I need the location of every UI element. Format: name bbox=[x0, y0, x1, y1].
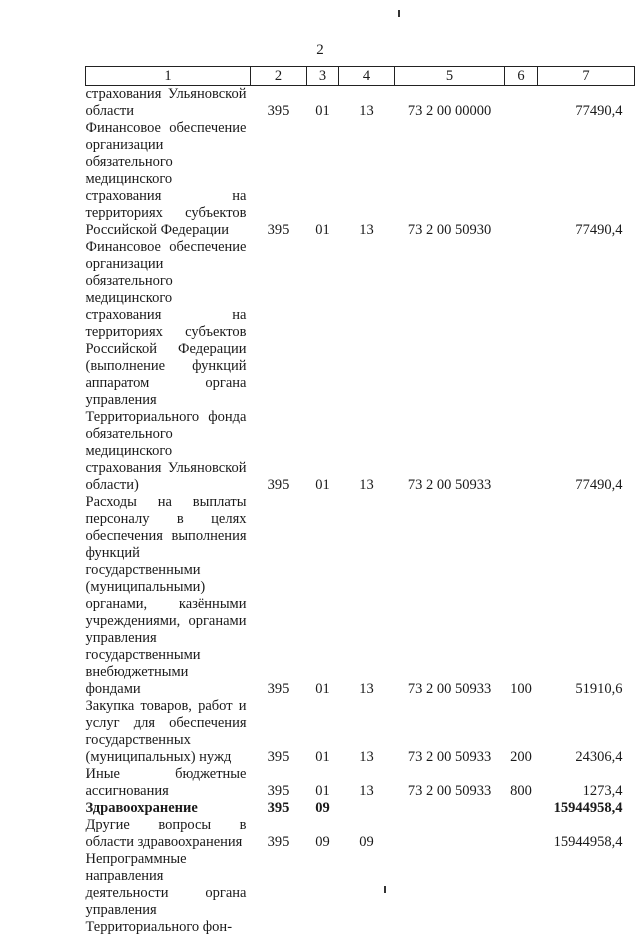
header-col-2: 2 bbox=[251, 67, 307, 86]
row-name: Закупка товаров, работ и услуг для обеспечения государственных (муниципальных) нужд bbox=[86, 698, 251, 766]
header-col-7: 7 bbox=[538, 67, 635, 86]
row-amount: 24306,4 bbox=[538, 698, 635, 766]
row-subsection-code: 13 bbox=[339, 698, 395, 766]
row-amount: 77490,4 bbox=[538, 120, 635, 239]
row-section-code: 01 bbox=[307, 86, 339, 121]
row-expense-type bbox=[505, 800, 538, 817]
row-admin-code: 395 bbox=[251, 86, 307, 121]
row-section-code: 01 bbox=[307, 698, 339, 766]
row-admin-code: 395 bbox=[251, 494, 307, 698]
row-name: Расходы на выплаты персоналу в целях обеспечения выполнения функций государственными (муниципальными) органами, казёнными учреждениями, органами управления государственными внебюджетными фондами bbox=[86, 494, 251, 698]
row-target-article bbox=[395, 800, 505, 817]
table-header-row bbox=[86, 67, 635, 86]
row-target-article bbox=[395, 851, 505, 936]
header-col-6: 6 bbox=[505, 67, 538, 86]
row-expense-type bbox=[505, 86, 538, 121]
row-name: Финансовое обеспечение организации обязательного медицинского страхования на территориях субъектов Российской Федерации bbox=[86, 120, 251, 239]
bottom-scan-mark bbox=[384, 886, 386, 893]
row-section-code: 09 bbox=[307, 800, 339, 817]
row-expense-type bbox=[505, 817, 538, 851]
header-col-3: 3 bbox=[307, 67, 339, 86]
table-row bbox=[86, 120, 635, 239]
row-admin-code: 395 bbox=[251, 766, 307, 800]
row-amount: 15944958,4 bbox=[538, 817, 635, 851]
row-amount: 77490,4 bbox=[538, 86, 635, 121]
row-expense-type bbox=[505, 239, 538, 494]
row-amount: 15944958,4 bbox=[538, 800, 635, 817]
header-col-1: 1 bbox=[86, 67, 251, 86]
row-name: Здравоохранение bbox=[86, 800, 251, 817]
row-subsection-code: 09 bbox=[339, 817, 395, 851]
row-name: Непрограммные направления деятельности органа управления Территориального фон- bbox=[86, 851, 251, 936]
row-target-article bbox=[395, 817, 505, 851]
row-target-article: 73 2 00 50933 bbox=[395, 494, 505, 698]
row-subsection-code bbox=[339, 851, 395, 936]
row-section-code: 01 bbox=[307, 239, 339, 494]
page-number: 2 bbox=[0, 42, 640, 59]
row-subsection-code: 13 bbox=[339, 239, 395, 494]
header-col-4: 4 bbox=[339, 67, 395, 86]
row-expense-type: 200 bbox=[505, 698, 538, 766]
row-section-code bbox=[307, 851, 339, 936]
table-row bbox=[86, 800, 635, 817]
row-name: Финансовое обеспечение организации обязательного медицинского страхования на территориях субъектов Российской Федерации (выполнение функций аппаратом органа управления Территориального фонда обязательного медицинского страхования Ульяновской области) bbox=[86, 239, 251, 494]
table-row bbox=[86, 698, 635, 766]
row-admin-code: 395 bbox=[251, 698, 307, 766]
row-subsection-code bbox=[339, 800, 395, 817]
row-amount: 51910,6 bbox=[538, 494, 635, 698]
row-admin-code bbox=[251, 851, 307, 936]
row-amount: 77490,4 bbox=[538, 239, 635, 494]
row-admin-code: 395 bbox=[251, 800, 307, 817]
row-amount bbox=[538, 851, 635, 936]
header-col-5: 5 bbox=[395, 67, 505, 86]
table-body bbox=[86, 86, 635, 936]
row-target-article: 73 2 00 50933 bbox=[395, 239, 505, 494]
table-row bbox=[86, 494, 635, 698]
row-section-code: 01 bbox=[307, 120, 339, 239]
row-section-code: 01 bbox=[307, 766, 339, 800]
row-expense-type: 800 bbox=[505, 766, 538, 800]
row-subsection-code: 13 bbox=[339, 494, 395, 698]
row-expense-type bbox=[505, 851, 538, 936]
row-target-article: 73 2 00 50933 bbox=[395, 698, 505, 766]
row-amount: 1273,4 bbox=[538, 766, 635, 800]
row-name: страхования Ульяновской области bbox=[86, 86, 251, 121]
table-row bbox=[86, 766, 635, 800]
row-target-article: 73 2 00 00000 bbox=[395, 86, 505, 121]
table-row bbox=[86, 817, 635, 851]
table-row bbox=[86, 239, 635, 494]
row-subsection-code: 13 bbox=[339, 86, 395, 121]
row-subsection-code: 13 bbox=[339, 766, 395, 800]
row-admin-code: 395 bbox=[251, 817, 307, 851]
row-admin-code: 395 bbox=[251, 239, 307, 494]
row-subsection-code: 13 bbox=[339, 120, 395, 239]
row-name: Иные бюджетные ассигнования bbox=[86, 766, 251, 800]
row-section-code: 09 bbox=[307, 817, 339, 851]
top-scan-mark bbox=[398, 10, 400, 17]
table-row bbox=[86, 851, 635, 936]
row-admin-code: 395 bbox=[251, 120, 307, 239]
row-expense-type: 100 bbox=[505, 494, 538, 698]
row-name: Другие вопросы в области здравоохранения bbox=[86, 817, 251, 851]
row-target-article: 73 2 00 50930 bbox=[395, 120, 505, 239]
row-target-article: 73 2 00 50933 bbox=[395, 766, 505, 800]
budget-table bbox=[85, 66, 635, 936]
row-section-code: 01 bbox=[307, 494, 339, 698]
table-row bbox=[86, 86, 635, 121]
row-expense-type bbox=[505, 120, 538, 239]
